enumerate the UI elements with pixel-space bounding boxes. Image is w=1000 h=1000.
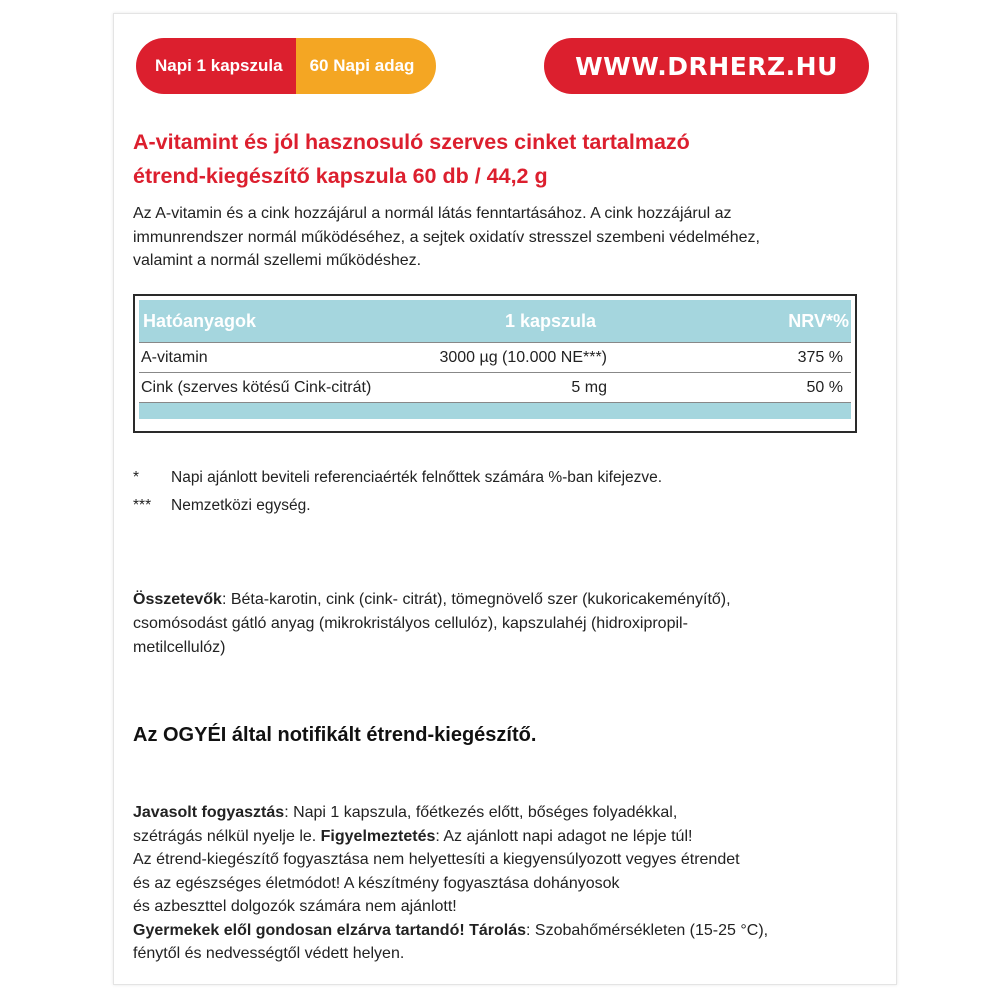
website-badge[interactable]: WWW.DRHERZ.HU <box>544 38 869 94</box>
usage-line-5: és azbeszttel dolgozók számára nem ajánlott! <box>133 898 457 915</box>
nutrition-table <box>133 294 857 433</box>
ingredients-section <box>133 588 873 660</box>
daily-dose-badge: Napi 1 kapszula <box>136 38 296 94</box>
usage-text-1b: szétrágás nélkül nyelje le. <box>133 827 321 845</box>
footnote-mark: * <box>133 469 140 486</box>
intro-line-2: immunrendszer normál működéséhez, a sejtek oxidatív stresszel szembeni védelméhez, <box>133 228 760 246</box>
warning-label: Figyelmeztetés <box>320 827 436 845</box>
usage-section <box>133 801 883 966</box>
table-row <box>139 373 851 403</box>
product-label-page <box>113 13 897 985</box>
usage-line-7: fénytől és nedvességtől védett helyen. <box>133 945 405 962</box>
footnote-mark: *** <box>133 497 152 514</box>
usage-label: Javasolt fogyasztás <box>133 804 285 821</box>
footnote-text: Napi ajánlott beviteli referenciaérték felnőttek számára %-ban kifejezve. <box>171 469 663 486</box>
product-headline <box>133 125 873 193</box>
storage-label: Gyermekek elől gondosan elzárva tartandó! Tárolás <box>133 921 527 939</box>
header-nrv: NRV*% <box>788 311 849 331</box>
usage-line-3: Az étrend-kiegészítő fogyasztása nem helyettesíti a kiegyensúlyozott vegyes étrendet <box>133 851 740 868</box>
notification-statement: Az OGYÉI által notifikált étrend-kiegészítő. <box>133 724 537 746</box>
table-row <box>139 342 851 373</box>
ingredients-line-2: csomósodást gátló anyag (mikrokristályos cellulóz), kapszulahéj (hidroxipropil- <box>133 615 688 632</box>
ingredients-line-1: : Béta-karotin, cink (cink- citrát), tömegnövelő szer (kukoricakeményítő), <box>221 591 731 608</box>
header-per-capsule: 1 kapszula <box>505 311 597 331</box>
footnote-text: Nemzetközi egység. <box>171 497 311 514</box>
row-ingredient: Cink (szerves kötésű Cink-citrát) <box>141 379 372 396</box>
row-ingredient: A-vitamin <box>141 349 208 366</box>
intro-line-3: valamint a normál szellemi működéshez. <box>133 252 422 269</box>
storage-text: : Szobahőmérsékleten (15-25 °C), <box>526 921 769 939</box>
ingredients-label: Összetevők <box>133 591 222 608</box>
usage-line-4: és az egészséges életmódot! A készítmény fogyasztása dohányosok <box>133 874 620 892</box>
servings-badge: 60 Napi adag <box>296 38 437 94</box>
table-header-row <box>139 300 851 342</box>
ingredients-line-3: metilcellulóz) <box>133 639 226 656</box>
usage-text-1a: : Napi 1 kapszula, főétkezés előtt, bőséges folyadékkal, <box>284 804 678 821</box>
headline-line-2: étrend-kiegészítő kapszula 60 db / 44,2 g <box>133 164 548 188</box>
warning-text: : Az ajánlott napi adagot ne lépje túl! <box>435 827 693 845</box>
table-footer-band <box>139 403 851 419</box>
header-ingredient: Hatóanyagok <box>143 311 257 331</box>
health-claims <box>133 202 873 273</box>
row-nrv: 375 % <box>797 349 843 366</box>
row-per-capsule: 5 mg <box>571 379 607 396</box>
intro-line-1: Az A-vitamin és a cink hozzájárul a normál látás fenntartásához. A cink hozzájárul az <box>133 205 732 222</box>
row-nrv: 50 % <box>806 379 843 396</box>
row-per-capsule: 3000 µg (10.000 NE***) <box>439 349 607 366</box>
dosage-badge-group <box>136 38 436 94</box>
headline-line-1: A-vitamint és jól hasznosuló szerves cinket tartalmazó <box>133 130 690 154</box>
